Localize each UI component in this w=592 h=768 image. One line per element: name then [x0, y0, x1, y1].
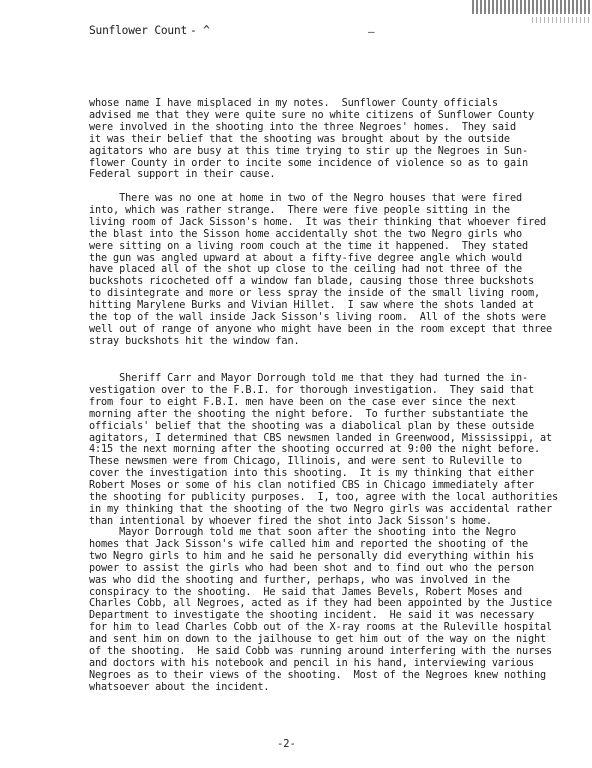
paragraph-3: Sheriff Carr and Mayor Dorrough told me that they had turned the in- vestigation over to the F.B.I. for thorough investigation. They said that from four to eight F.B.I. men have been on the case ever since the next morning after the shooting the night before. To further substantiate the officials' belief that the shooting was a diabolical plan by these outside agitators, I determined that CBS newsmen landed in Greenwood, Mississippi, at 4:15 the next morning after the shooting occurred at 9:00 the night before. These newsmen were from Chicago, Illinois, and were sent to Ruleville to cover the investigation into this shooting. It is my thinking that either Robert Moses or some of his clan notified CBS in Chicago immediately after the shooting for publicity purposes. I, too, agree with the local authorities in my thinking that the shooting of the two Negro girls was accidental rather than intentional by whoever fired the shot into Jack Sisson's home. — [89, 373, 559, 527]
header-mark: - ^ — [190, 24, 210, 37]
page-number: -2- — [277, 738, 296, 750]
paragraph-4: Mayor Dorrough told me that soon after the shooting into the Negro homes that Jack Sisson's wife called him and reported the shooting of the two Negro girls to him and he said he personally did everything within his power to assist the girls who had been shot and to find out who the person was who did the shooting and further, perhaps, who was involved in the conspiracy to the shooting. He said that James Bevels, Robert Moses and Charles Cobb, all Negroes, acted as if they had been appointed by the Justice Department to investigate the shooting incident. He said it was necessary for him to lead Charles Cobb out of the X-ray rooms at the Ruleville hospital and sent him on down to the jailhouse to get him out of the way on the night of the shooting. He said Cobb was running around interfering with the nurses and doctors with his notebook and pencil in his hand, interviewing various Negroes as to their views of the shooting. Most of the Negroes knew nothing whatsoever about the incident. — [89, 527, 553, 693]
page-header — [89, 24, 210, 37]
paragraph-2: There was no one at home in two of the Negro houses that were fired into, which was rather strange. There were five people sitting in the living room of Jack Sisson's home. It was their thinking that whoever fired the blast into the Sisson home accidentally shot the two Negro girls who were sitting on a living room couch at the time it happened. They stated the gun was angled upward at about a fifty-five degree angle which would have placed all of the shot up close to the ceiling had not three of the buckshots ricocheted off a window fan blade, causing those three buckshots to disintegrate and more or less spray the inside of the small living room, hitting Marylene Burks and Vivian Hillet. I saw where the shots landed at the top of the wall inside Jack Sisson's living room. All of the shots were well out of range of anyone who might have been in the room except that three stray buckshots hit the window fan. — [89, 193, 553, 347]
paragraph-1: whose name I have misplaced in my notes. Sunflower County officials advised me that they were quite sure no white citizens of Sunflower County were involved in the shooting into the three Negroes' homes. They said it was their belief that the shooting was brought about by the outside agitators who are busy at this time trying to stir up the Negroes in Sun- flower County in order to incite some incidence of violence so as to gain Federal support in their cause. — [89, 98, 534, 181]
header-title: Sunflower Count — [89, 24, 188, 37]
header-dash: – — [368, 25, 375, 38]
scan-artifact — [472, 0, 592, 14]
scan-artifact — [532, 17, 592, 23]
